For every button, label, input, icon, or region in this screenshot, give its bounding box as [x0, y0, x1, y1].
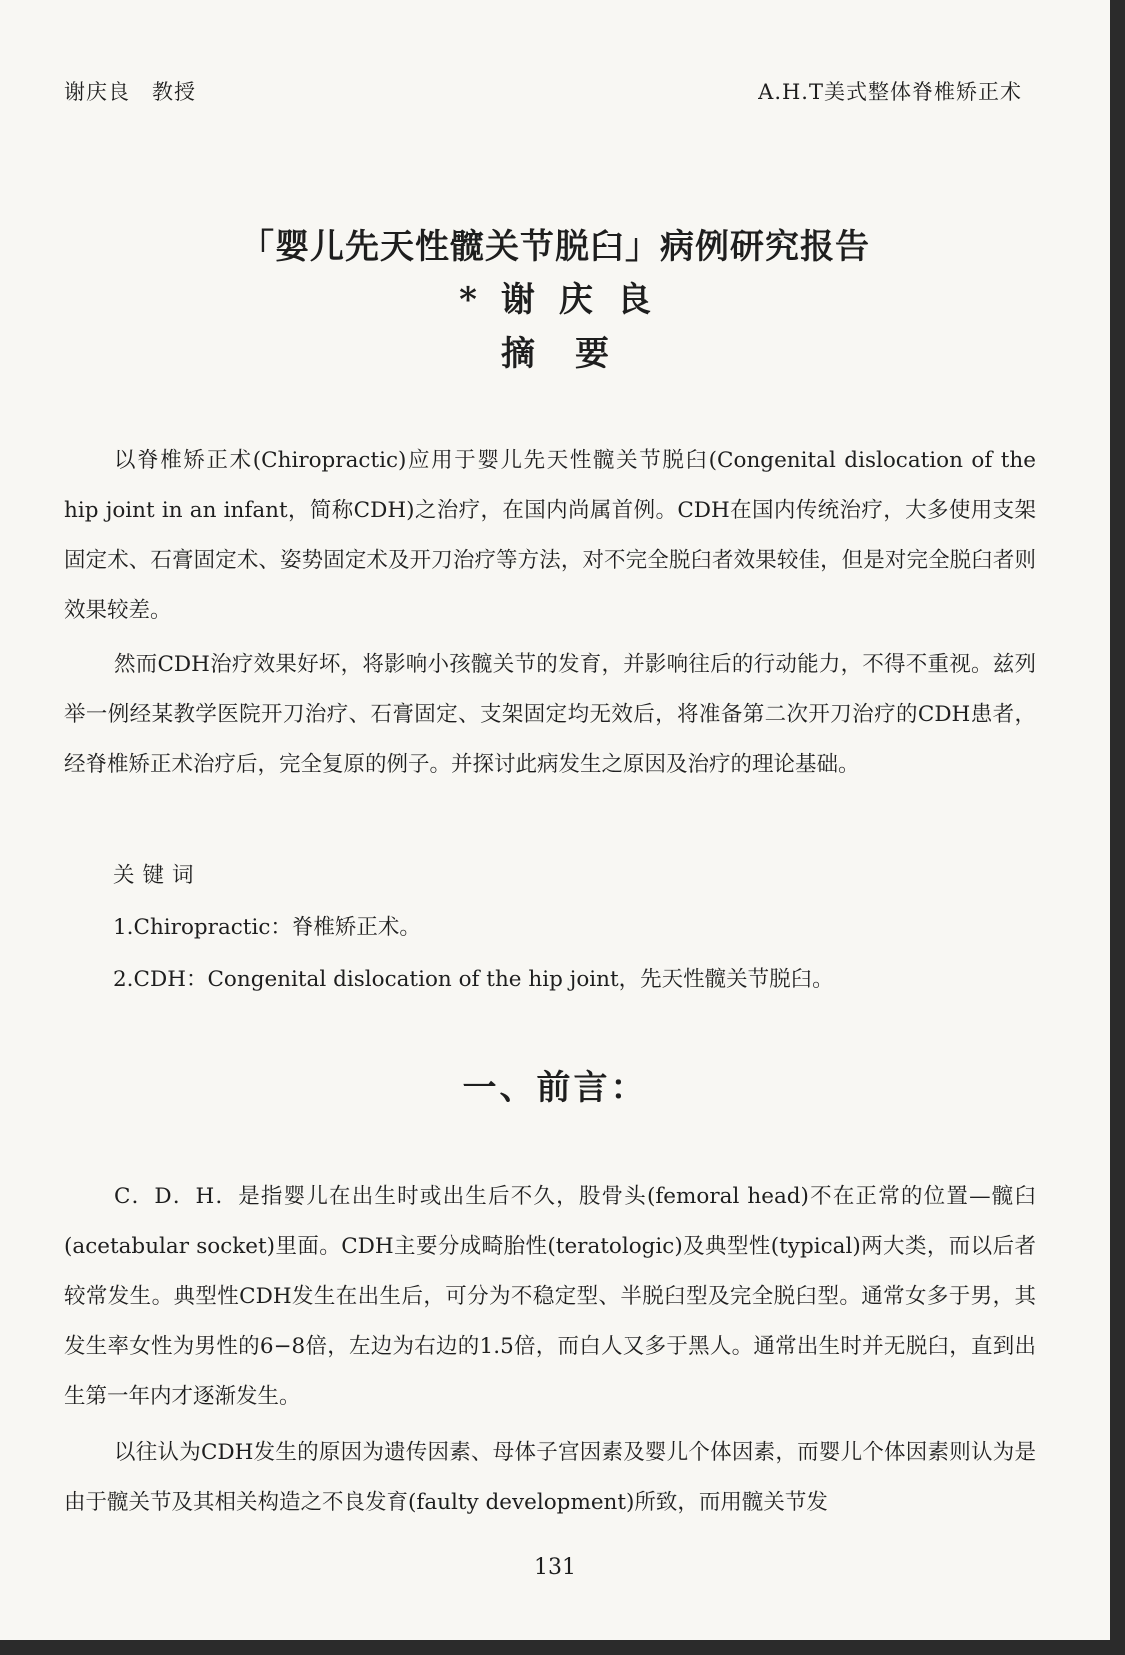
running-head [64, 76, 1022, 106]
keyword-item: 2.CDH：Congenital dislocation of the hip joint，先天性髋关节脱臼。 [113, 967, 834, 992]
intro-paragraph: 以往认为CDH发生的原因为遗传因素、母体子宫因素及婴儿个体因素，而婴儿个体因素则认为是由于髋关节及其相关构造之不良发育(faulty development)所致，而用髋关节发 [64, 1440, 1036, 1515]
title-block [0, 222, 1110, 380]
author-line: *谢庆良 [459, 280, 675, 320]
intro-paragraph: C．D．H．是指婴儿在出生时或出生后不久，股骨头(femoral head)不在正常的位置—髋臼(acetabular socket)里面。CDH主要分成畸胎性(teratologic)及典型性(typical)两大类，而以后者较常发生。典型性CDH发生在出生后，可分为不稳定型、半脱臼型及完全脱臼型。通常女多于男，其发生率女性为男性的6−8倍，左边为右边的1.5倍，而白人又多于黑人。通常出生时并无脱臼，直到出生第一年内才逐渐发生。 [64, 1184, 1036, 1409]
running-head-author: 谢庆良 [64, 80, 130, 104]
section-heading-introduction: 一、前言： [462, 1068, 648, 1108]
abstract-heading: 摘要 [501, 334, 649, 374]
keywords-label: 关键词 [113, 863, 202, 888]
running-head-role: 教授 [152, 80, 196, 104]
abstract-paragraph: 以脊椎矫正术(Chiropractic)应用于婴儿先天性髋关节脱臼(Congenital dislocation of the hip joint in an infant，简称CDH)之治疗，在国内尚属首例。CDH在国内传统治疗，大多使用支架固定术、石膏固定术、姿势固定术及开刀治疗等方法，对不完全脱臼者效果较佳，但是对完全脱臼者则效果较差。 [64, 448, 1036, 623]
abstract-paragraph: 然而CDH治疗效果好坏，将影响小孩髋关节的发育，并影响往后的行动能力，不得不重视。兹列举一例经某教学医院开刀治疗、石膏固定、支架固定均无效后，将准备第二次开刀治疗的CDH患者，经脊椎矫正术治疗后，完全复原的例子。并探讨此病发生之原因及治疗的理论基础。 [64, 652, 1036, 777]
paper-title: 「婴儿先天性髋关节脱臼」病例研究报告 [240, 227, 870, 267]
running-head-book-title: A.H.T美式整体脊椎矫正术 [758, 80, 1022, 104]
keyword-item: 1.Chiropractic：脊椎矫正术。 [113, 915, 421, 940]
running-head-left [64, 76, 196, 106]
page-number: 131 [534, 1555, 576, 1580]
